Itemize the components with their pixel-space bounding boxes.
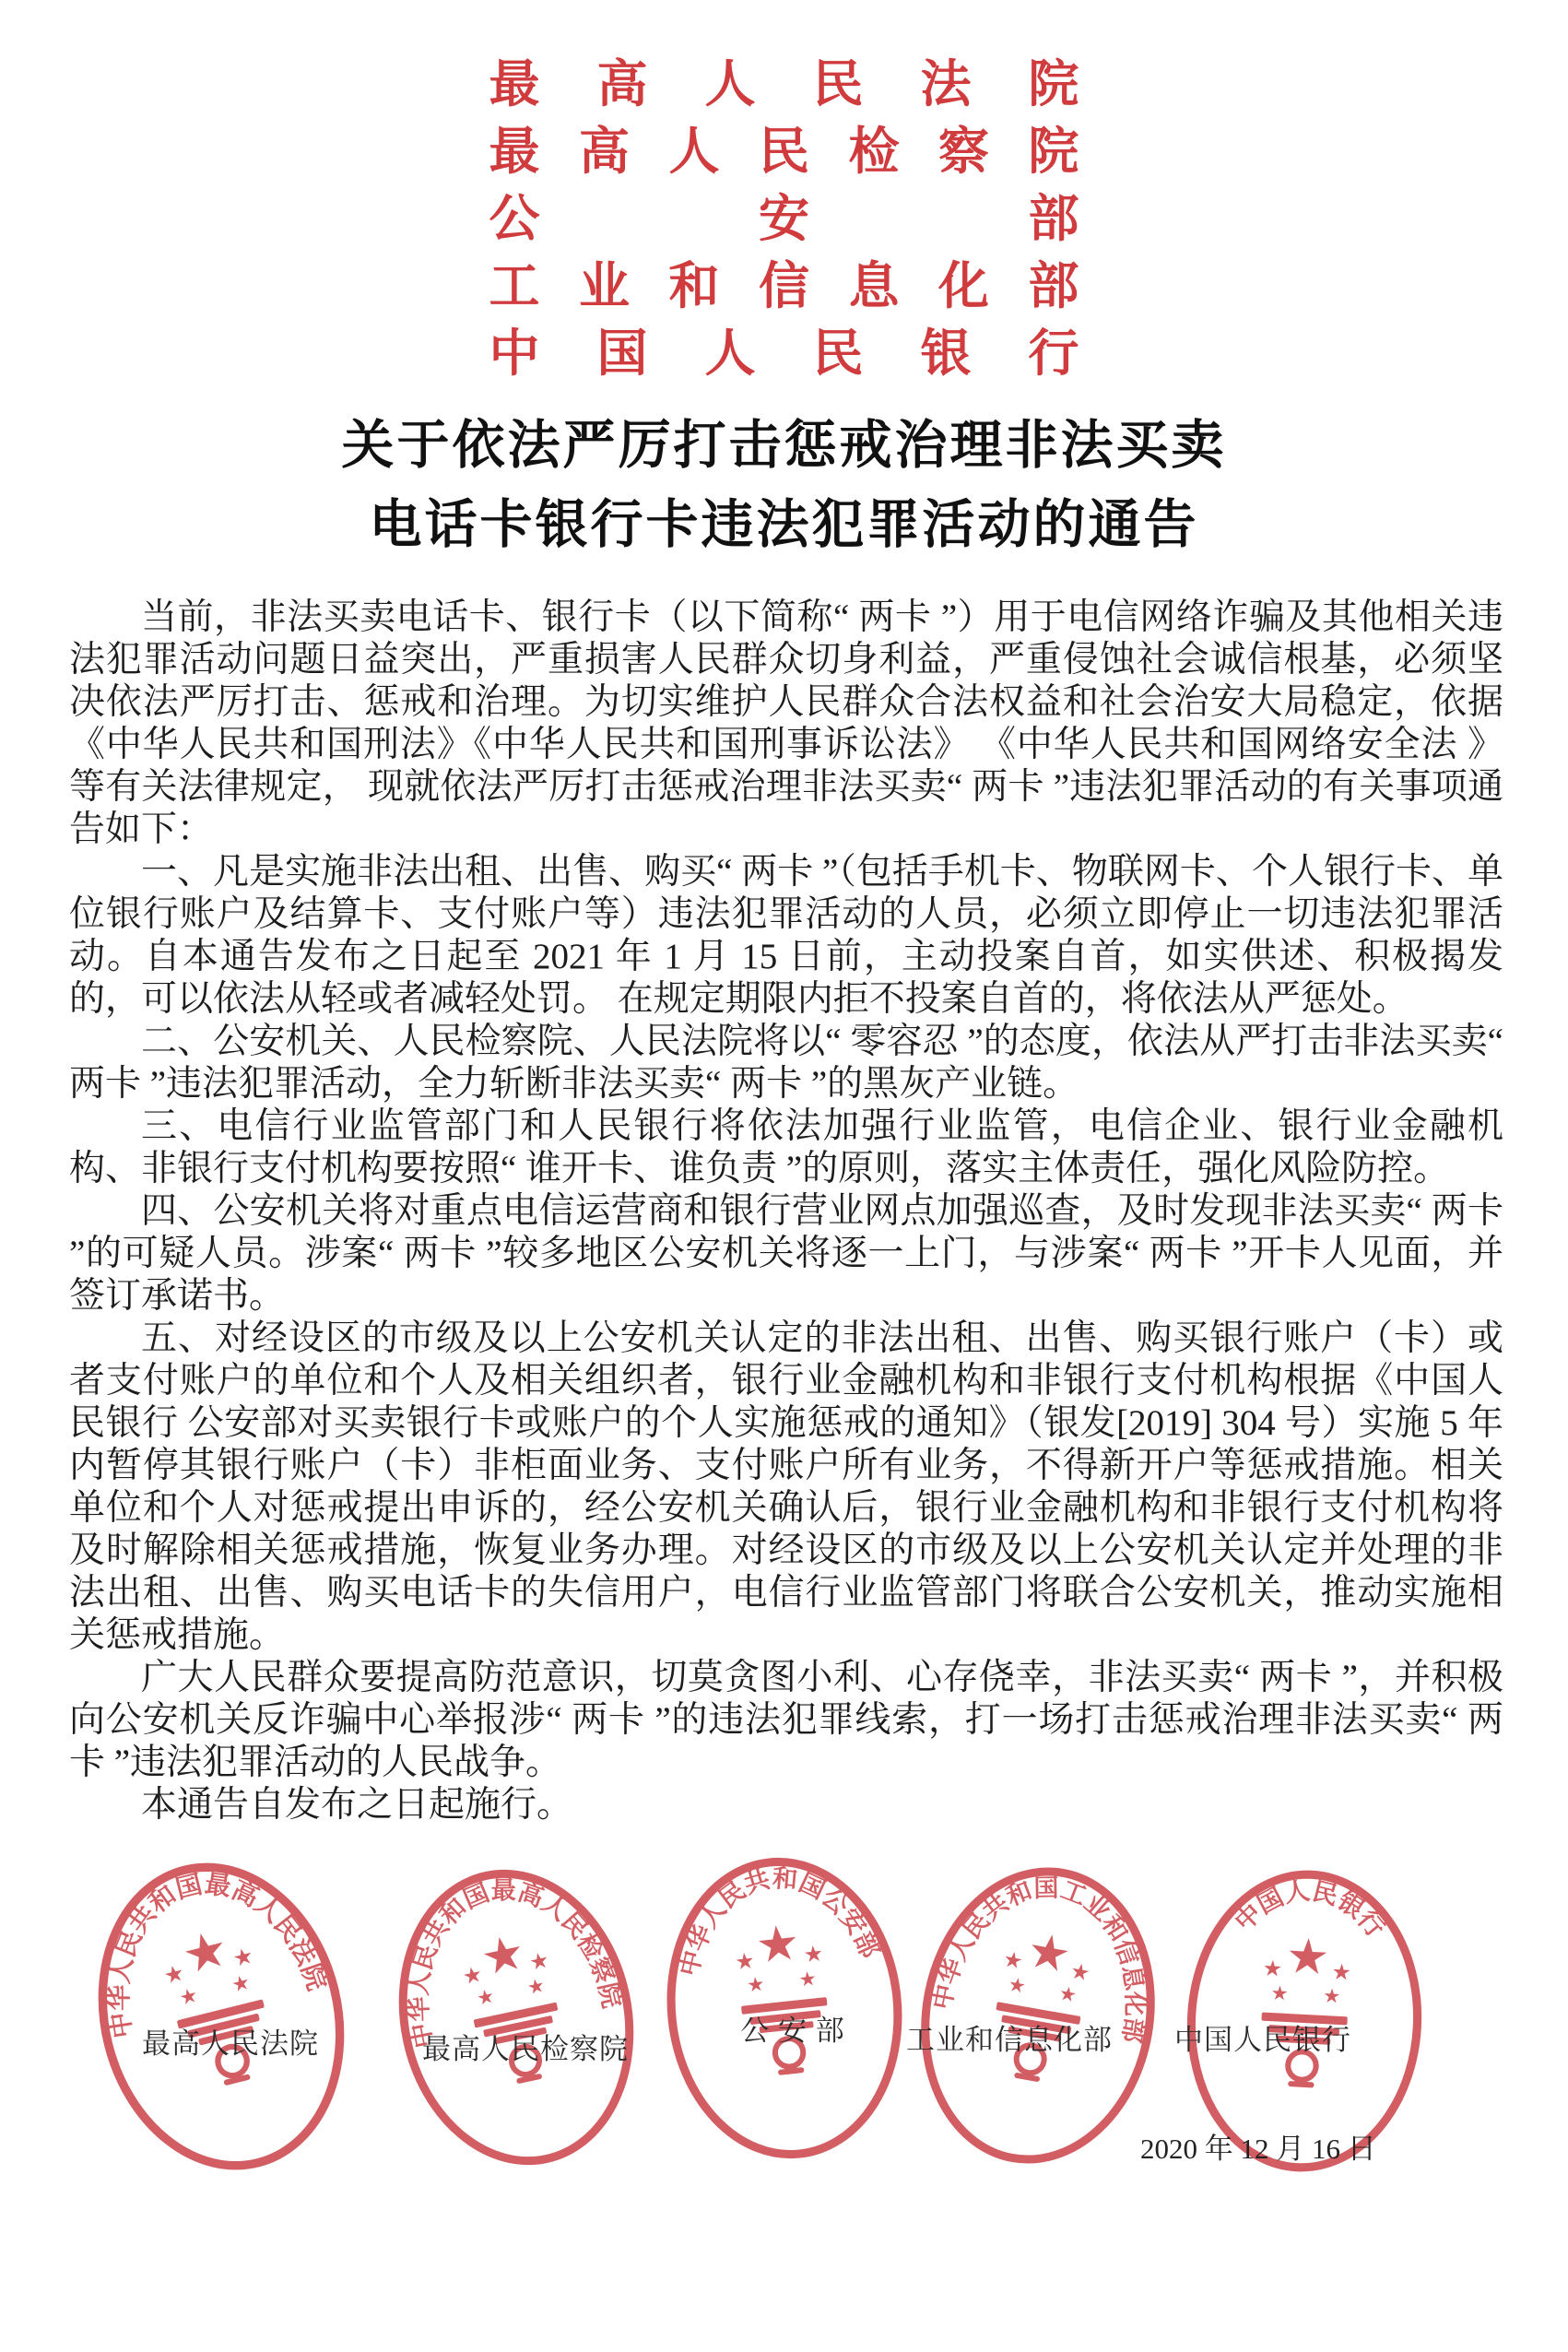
agency-supreme-procuratorate: 最 高 人 民 检 察 院 (489, 124, 1079, 180)
seal-label-miit: 工业和信息化部 (906, 2024, 1113, 2056)
svg-text:中华人民共和国工业和信息化部: 中华人民共和国工业和信息化部 (927, 1873, 1149, 2045)
svg-text:中华人民共和国最高人民法院: 中华人民共和国最高人民法院 (105, 1870, 331, 2040)
paragraph-item-1: 一、凡是实施非法出租、出售、购买“ 两卡 ”（包括手机卡、物联网卡、个人银行卡、单位银行账户及结算卡、支付账户等）违法犯罪活动的人员，必须立即停止一切违法犯罪活动。自本通告发布之日起至 2021 年 1 月 15 日前，主动投案自首，如实供述、积极揭发的，可以依法从轻或者减轻处罚。 在规定期限内拒不投案自首的，将依法从严惩处。 (69, 852, 1503, 1019)
issue-date: 2020 年 12 月 16 日 (1140, 2133, 1376, 2165)
svg-text:中国人民银行: 中国人民银行 (1229, 1876, 1390, 1943)
paragraph-item-3: 三、电信行业监管部门和人民银行将依法加强行业监管，电信企业、银行业金融机构、非银行支付机构要按照“ 谁开卡、谁负责 ”的原则，落实主体责任，强化风险防控。 (69, 1106, 1503, 1188)
paragraph-item-4: 四、公安机关将对重点电信运营商和银行营业网点加强巡查，及时发现非法买卖“ 两卡 ”的可疑人员。涉案“ 两卡 ”较多地区公安机关将逐一上门，与涉案“ 两卡 ”开卡人见面，并签订承诺书。 (69, 1191, 1503, 1316)
page-title (0, 407, 1568, 565)
agency-miit: 工 业 和 信 息 化 部 (489, 258, 1079, 314)
title-line-2: 电话卡银行卡违法犯罪活动的通告 (369, 496, 1199, 554)
seal-supreme-court (85, 1858, 358, 2175)
official-seals-row (0, 1852, 1568, 2221)
notice-body (69, 597, 1503, 1826)
seal-miit (909, 1863, 1167, 2168)
svg-text:中华人民共和国最高人民检察院: 中华人民共和国最高人民检察院 (404, 1876, 626, 2051)
seal-label-supreme-court: 最高人民法院 (142, 2027, 319, 2060)
national-emblem-icon (733, 1921, 834, 2079)
national-emblem-icon (1258, 1936, 1352, 2090)
paragraph-intro: 当前，非法买卖电话卡、银行卡（以下简称“ 两卡 ”）用于电信网络诈骗及其他相关违法犯罪活动问题日益突出，严重损害人民群众切身利益，严重侵蚀社会诚信根基，必须坚决依法严厉打击、惩戒和治理。为切实维护人民群众合法权益和社会治安大局稳定，依据《中华人民共和国刑法》《中华人民共和国刑事诉讼法》 《中华人民共和国网络安全法 》 等有关法律规定， 现就依法严厉打击惩戒治理非法买卖“ 两卡 ”违法犯罪活动的有关事项通告如下： (69, 597, 1503, 849)
seal-label-pboc: 中国人民银行 (1174, 2024, 1351, 2056)
agency-pboc: 中 国 人 民 银 行 (489, 325, 1079, 382)
seal-label-supreme-procuratorate: 最高人民检察院 (422, 2033, 629, 2065)
agency-public-security: 公 安 部 (489, 191, 1079, 247)
paragraph-item-2: 二、公安机关、人民检察院、人民法院将以“ 零容忍 ”的态度，依法从严打击非法买卖“ 两卡 ”违法犯罪活动，全力斩断非法买卖“ 两卡 ”的黑灰产业链。 (69, 1022, 1503, 1104)
issuing-agencies-header (0, 0, 1568, 383)
paragraph-item-5: 五、对经设区的市级及以上公安机关认定的非法出租、出售、购买银行账户（卡）或者支付账户的单位和个人及相关组织者，银行业金融机构和非银行支付机构根据《中国人民银行 公安部对买卖银行卡或账户的个人实施惩戒的通知》（银发[2019] 304 号）实施 5 年内暂停其银行账户（卡）非柜面业务、支付账户所有业务，不得新开户等惩戒措施。相关单位和个人对惩戒提出申诉的，经公安机关确认后，银行业金融机构和非银行支付机构将及时解除相关惩戒措施，恢复业务办理。对经设区的市级及以上公安机关认定并处理的非法出租、出售、购买电话卡的失信用户，电信行业监管部门将联合公安机关，推动实施相关惩戒措施。 (69, 1318, 1503, 1655)
national-emblem-icon (158, 1922, 280, 2093)
seal-supreme-procuratorate (387, 1865, 645, 2169)
national-emblem-icon (984, 1927, 1093, 2087)
paragraph-public-appeal: 广大人民群众要提高防范意识，切莫贪图小利、心存侥幸，非法买卖“ 两卡 ”，并积极向公安机关反诈骗中心举报涉“ 两卡 ”的违法犯罪线索，打一场打击惩戒治理非法买卖“ 两卡 ”违法犯罪活动的人民战争。 (69, 1658, 1503, 1782)
svg-text:中华人民共和国公安部: 中华人民共和国公安部 (675, 1863, 885, 1980)
title-line-1: 关于依法严厉打击惩戒治理非法买卖 (341, 417, 1227, 475)
agency-supreme-court: 最 高 人 民 法 院 (489, 56, 1079, 112)
paragraph-effective-date: 本通告自发布之日起施行。 (141, 1785, 573, 1825)
seal-label-public-security: 公 安 部 (740, 2015, 845, 2047)
